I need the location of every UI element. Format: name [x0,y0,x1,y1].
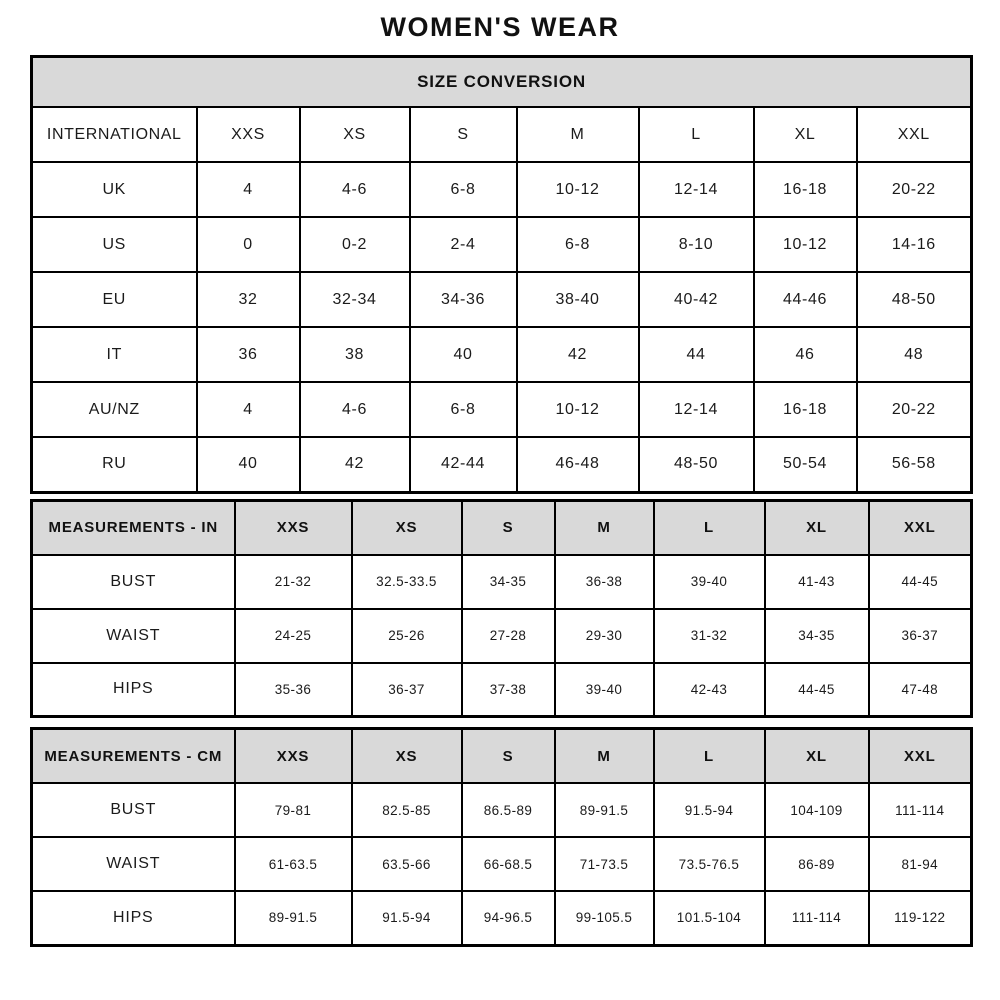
page-title: WOMEN'S WEAR [380,12,620,42]
table-cell: 6-8 [410,382,517,437]
table-cell: 86-89 [765,837,869,891]
column-header-xxs: XXS [197,107,300,162]
table-cell: 40 [410,327,517,382]
column-header-xl: XL [754,107,857,162]
table-cell: 36-37 [352,663,462,717]
row-label: EU [32,272,197,327]
table-cell: 66-68.5 [462,837,555,891]
table-cell: 8-10 [639,217,754,272]
table-cell: 42 [300,437,410,492]
table-cell: 101.5-104 [654,891,765,945]
table-cell: 25-26 [352,609,462,663]
table-cell: 10-12 [754,217,857,272]
table-cell: 10-12 [517,162,639,217]
column-header-xs: XS [300,107,410,162]
table-cell: 44-45 [869,555,972,609]
column-header-l: L [654,729,765,784]
table-cell: 39-40 [555,663,654,717]
table-cell: 24-25 [235,609,352,663]
column-header-l: L [639,107,754,162]
table-cell: 42 [517,327,639,382]
column-header-s: S [462,500,555,555]
column-header-m: M [555,729,654,784]
column-header-xxl: XXL [857,107,972,162]
table-header-row [32,729,972,784]
column-header-xxl: XXL [869,500,972,555]
table-row-eu [32,272,972,327]
table-cell: 42-44 [410,437,517,492]
table-cell: 111-114 [765,891,869,945]
column-header-xxs: XXS [235,729,352,784]
table-row-waist [32,609,972,663]
table-row-ru [32,437,972,492]
table-cell: 119-122 [869,891,972,945]
table-cell: 20-22 [857,162,972,217]
column-header-l: L [654,500,765,555]
table-cell: 63.5-66 [352,837,462,891]
table-cell: 37-38 [462,663,555,717]
table-cell: 94-96.5 [462,891,555,945]
measurements-cm-table [30,727,973,947]
table-cell: 39-40 [654,555,765,609]
table-cell: 41-43 [765,555,869,609]
table-cell: 111-114 [869,783,972,837]
table-caption-row [32,57,972,108]
table-cell: 35-36 [235,663,352,717]
table-cell: 50-54 [754,437,857,492]
row-label: BUST [32,783,235,837]
table-cell: 82.5-85 [352,783,462,837]
column-header-s: S [410,107,517,162]
table-cell: 4 [197,162,300,217]
table-cell: 0-2 [300,217,410,272]
row-label: HIPS [32,663,235,717]
table-cell: 36 [197,327,300,382]
column-header-xs: XS [352,729,462,784]
table-cell: 86.5-89 [462,783,555,837]
table-cell: 6-8 [410,162,517,217]
table-cell: 104-109 [765,783,869,837]
row-label: US [32,217,197,272]
measurements-cm-title: MEASUREMENTS - CM [32,729,235,784]
table-cell: 32 [197,272,300,327]
table-cell: 34-36 [410,272,517,327]
table-row-us [32,217,972,272]
table-cell: 34-35 [765,609,869,663]
table-cell: 44 [639,327,754,382]
size-conversion-title: SIZE CONVERSION [32,57,972,108]
row-label: BUST [32,555,235,609]
row-label: RU [32,437,197,492]
table-cell: 20-22 [857,382,972,437]
table-cell: 0 [197,217,300,272]
table-cell: 81-94 [869,837,972,891]
column-header-xl: XL [765,729,869,784]
table-cell: 47-48 [869,663,972,717]
table-row-uk [32,162,972,217]
column-header-m: M [517,107,639,162]
table-cell: 38 [300,327,410,382]
table-cell: 79-81 [235,783,352,837]
table-cell: 12-14 [639,382,754,437]
column-header-xs: XS [352,500,462,555]
measurements-in-table [30,499,973,719]
table-cell: 36-37 [869,609,972,663]
table-cell: 56-58 [857,437,972,492]
table-cell: 27-28 [462,609,555,663]
column-header-xxl: XXL [869,729,972,784]
table-cell: 48-50 [857,272,972,327]
table-cell: 32-34 [300,272,410,327]
table-cell: 71-73.5 [555,837,654,891]
table-cell: 14-16 [857,217,972,272]
table-cell: 21-32 [235,555,352,609]
table-row-aunz [32,382,972,437]
table-row-it [32,327,972,382]
table-cell: 46-48 [517,437,639,492]
table-cell: 73.5-76.5 [654,837,765,891]
size-conversion-table [30,55,973,494]
table-cell: 4 [197,382,300,437]
table-cell: 4-6 [300,382,410,437]
column-header-xxs: XXS [235,500,352,555]
table-row-hips [32,891,972,945]
table-cell: 48 [857,327,972,382]
row-label: WAIST [32,837,235,891]
column-header-s: S [462,729,555,784]
table-cell: 99-105.5 [555,891,654,945]
table-cell: 16-18 [754,162,857,217]
table-cell: 2-4 [410,217,517,272]
row-label: UK [32,162,197,217]
table-cell: 12-14 [639,162,754,217]
table-cell: 61-63.5 [235,837,352,891]
table-row-waist [32,837,972,891]
table-row-hips [32,663,972,717]
table-cell: 91.5-94 [654,783,765,837]
table-cell: 34-35 [462,555,555,609]
table-cell: 40-42 [639,272,754,327]
table-cell: 48-50 [639,437,754,492]
column-header-m: M [555,500,654,555]
table-cell: 4-6 [300,162,410,217]
table-row-bust [32,783,972,837]
table-cell: 6-8 [517,217,639,272]
table-cell: 91.5-94 [352,891,462,945]
table-cell: 29-30 [555,609,654,663]
table-cell: 36-38 [555,555,654,609]
table-cell: 16-18 [754,382,857,437]
row-label: WAIST [32,609,235,663]
row-label: AU/NZ [32,382,197,437]
row-label: IT [32,327,197,382]
measurements-in-title: MEASUREMENTS - IN [32,500,235,555]
column-header-international: INTERNATIONAL [32,107,197,162]
table-header-row [32,500,972,555]
table-cell: 32.5-33.5 [352,555,462,609]
table-cell: 38-40 [517,272,639,327]
table-cell: 46 [754,327,857,382]
table-cell: 10-12 [517,382,639,437]
table-cell: 89-91.5 [555,783,654,837]
table-header-row [32,107,972,162]
table-cell: 44-46 [754,272,857,327]
column-header-xl: XL [765,500,869,555]
row-label: HIPS [32,891,235,945]
table-row-bust [32,555,972,609]
table-cell: 89-91.5 [235,891,352,945]
table-cell: 40 [197,437,300,492]
table-cell: 42-43 [654,663,765,717]
table-cell: 44-45 [765,663,869,717]
table-cell: 31-32 [654,609,765,663]
